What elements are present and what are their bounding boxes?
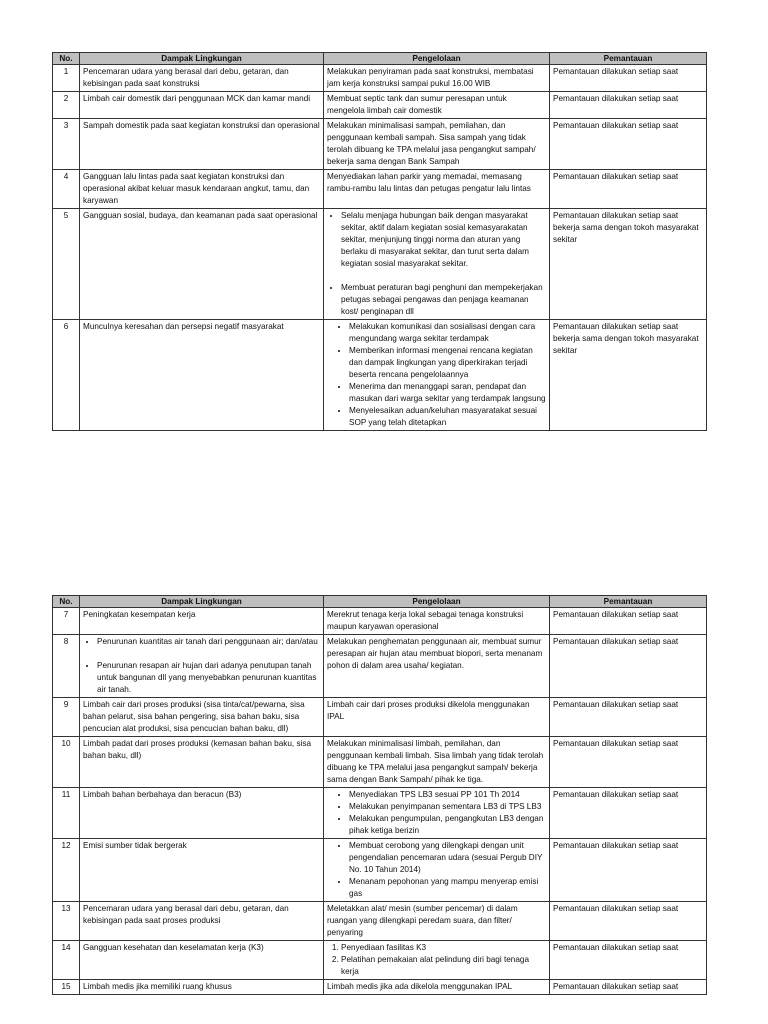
pengelolaan-cell: [324, 788, 550, 839]
pemantauan-cell: Pemantauan dilakukan setiap saat: [550, 737, 707, 788]
row-number: 12: [53, 839, 80, 902]
header-no: No.: [53, 53, 80, 65]
table-row: [53, 119, 707, 170]
pemantauan-cell: Pemantauan dilakukan setiap saat: [550, 608, 707, 635]
list-item: • Menerima dan menanggapi saran, pendapat dan masukan dari warga sekitar yang terdampak langsung: [349, 381, 546, 405]
list-item: • Selalu menjaga hubungan baik dengan masyarakat sekitar, aktif dalam kegiatan sosial kemasyarakatan sekitar, menjunjung tinggi norma dan aturan yang berlaku di masyarakat sekitar, dan turut serta dalam kegiatan sosial masyarakat sekitar.: [341, 210, 546, 270]
environmental-table-2: [52, 595, 707, 995]
dampak-cell: Gangguan kesehatan dan keselamatan kerja (K3): [80, 941, 324, 980]
dampak-cell: Peningkatan kesempatan kerja: [80, 608, 324, 635]
pengelolaan-list: [327, 321, 546, 429]
pengelolaan-cell: Melakukan penyiraman pada saat konstruksi, membatasi jam kerja konstruksi sampai pukul 16.00 WIB: [324, 65, 550, 92]
list-item: • Menanam pepohonan yang mampu menyerap emisi gas: [349, 876, 546, 900]
pengelolaan-cell: [324, 941, 550, 980]
dampak-cell: Limbah cair dari proses produksi (sisa tinta/cat/pewarna, sisa bahan pelarut, sisa bahan pengering, sisa bahan baku, sisa pencucian alat produksi, sisa pencucian bahan baku, dll): [80, 698, 324, 737]
row-number: 2: [53, 92, 80, 119]
row-number: 3: [53, 119, 80, 170]
table-row: [53, 92, 707, 119]
pengelolaan-list: [327, 210, 546, 270]
list-item: • Melakukan penyimpanan sementara LB3 di TPS LB3: [349, 801, 546, 813]
list-item: 2. Pelatihan pemakaian alat pelindung diri bagi tenaga kerja: [341, 954, 546, 978]
dampak-list: [83, 636, 320, 648]
table-row: [53, 320, 707, 431]
table-row: [53, 980, 707, 995]
dampak-cell: Limbah medis jika memiliki ruang khusus: [80, 980, 324, 995]
dampak-cell: Limbah cair domestik dari penggunaan MCK dan kamar mandi: [80, 92, 324, 119]
pengelolaan-list: [327, 789, 546, 837]
dampak-cell: Munculnya keresahan dan persepsi negatif masyarakat: [80, 320, 324, 431]
list-item: • Membuat peraturan bagi penghuni dan mempekerjakan petugas sebagai pengawas dan penjaga keamanan kost/ penginapan dll: [341, 282, 546, 318]
pengelolaan-cell: Melakukan minimalisasi limbah, pemilahan, dan penggunaan kembali limbah. Sisa limbah yang tidak terolah dibuang ke TPA melalui jasa pengangkut sampah/ bekerja sama dengan Bank Sampah/ pihak ke tiga.: [324, 737, 550, 788]
row-number: 6: [53, 320, 80, 431]
pengelolaan-list: [327, 840, 546, 900]
pengelolaan-cell: Meletakkan alat/ mesin (sumber pencemar) di dalam ruangan yang dilengkapi peredam suara, dan filter/ penyaring: [324, 902, 550, 941]
dampak-cell: Limbah padat dari proses produksi (kemasan bahan baku, sisa bahan baku, dll): [80, 737, 324, 788]
row-number: 1: [53, 65, 80, 92]
pemantauan-cell: Pemantauan dilakukan setiap saat: [550, 170, 707, 209]
pengelolaan-list: [327, 282, 546, 318]
table-header-row: [53, 53, 707, 65]
dampak-cell: Gangguan lalu lintas pada saat kegiatan konstruksi dan operasional akibat keluar masuk kendaraan angkut, tamu, dan karyawan: [80, 170, 324, 209]
header-pemantauan: Pemantauan: [550, 596, 707, 608]
list-item: • Penurunan resapan air hujan dari adanya penutupan tanah untuk bangunan dll yang menyebabkan penurunan kuantitas air tanah.: [97, 660, 320, 696]
table-row: [53, 698, 707, 737]
header-no: No.: [53, 596, 80, 608]
table-row: [53, 635, 707, 698]
row-number: 9: [53, 698, 80, 737]
header-pemantauan: Pemantauan: [550, 53, 707, 65]
dampak-cell: Sampah domestik pada saat kegiatan konstruksi dan operasional: [80, 119, 324, 170]
pengelolaan-cell: Limbah cair dari proses produksi dikelola menggunakan IPAL: [324, 698, 550, 737]
pengelolaan-cell: [324, 209, 550, 320]
pemantauan-cell: Pemantauan dilakukan setiap saat: [550, 839, 707, 902]
dampak-cell: Pencemaran udara yang berasal dari debu, getaran, dan kebisingan pada saat konstruksi: [80, 65, 324, 92]
environmental-table-1: [52, 52, 707, 431]
pengelolaan-cell: Melakukan penghematan penggunaan air, membuat sumur peresapan air hujan atau membuat biopori, serta menanam pohon di dalam area usaha/ kegiatan.: [324, 635, 550, 698]
row-number: 4: [53, 170, 80, 209]
pengelolaan-cell: Limbah medis jika ada dikelola menggunakan IPAL: [324, 980, 550, 995]
dampak-cell: Gangguan sosial, budaya, dan keamanan pada saat operasional: [80, 209, 324, 320]
dampak-cell: Pencemaran udara yang berasal dari debu, getaran, dan kebisingan pada saat proses produksi: [80, 902, 324, 941]
header-pengelolaan: Pengelolaan: [324, 53, 550, 65]
header-dampak: Dampak Lingkungan: [80, 53, 324, 65]
pemantauan-cell: Pemantauan dilakukan setiap saat: [550, 980, 707, 995]
row-number: 11: [53, 788, 80, 839]
table-header-row: [53, 596, 707, 608]
dampak-cell: Emisi sumber tidak bergerak: [80, 839, 324, 902]
pengelolaan-cell: [324, 839, 550, 902]
row-number: 10: [53, 737, 80, 788]
table-row: [53, 737, 707, 788]
table-row: [53, 902, 707, 941]
dampak-cell: [80, 635, 324, 698]
pemantauan-cell: Pemantauan dilakukan setiap saat: [550, 65, 707, 92]
table-row: [53, 209, 707, 320]
table-row: [53, 941, 707, 980]
list-item: • Menyelesaikan aduan/keluhan masyaratakat sesuai SOP yang telah ditetapkan: [349, 405, 546, 429]
dampak-cell: Limbah bahan berbahaya dan beracun (B3): [80, 788, 324, 839]
list-item: • Melakukan komunikasi dan sosialisasi dengan cara mengundang warga sekitar terdampak: [349, 321, 546, 345]
table-row: [53, 170, 707, 209]
list-item: • Memberikan informasi mengenai rencana kegiatan dan dampak lingkungan yang diperkirakan terjadi beserta rencana pengelolaannya: [349, 345, 546, 381]
pengelolaan-numbered-list: [327, 942, 546, 978]
pemantauan-cell: Pemantauan dilakukan setiap saat: [550, 119, 707, 170]
pemantauan-cell: Pemantauan dilakukan setiap saat: [550, 902, 707, 941]
pemantauan-cell: Pemantauan dilakukan setiap saat bekerja sama dengan tokoh masyarakat sekitar: [550, 209, 707, 320]
table-row: [53, 788, 707, 839]
row-number: 7: [53, 608, 80, 635]
row-number: 5: [53, 209, 80, 320]
table-row: [53, 65, 707, 92]
pemantauan-cell: Pemantauan dilakukan setiap saat: [550, 698, 707, 737]
list-item: • Melakukan pengumpulan, pengangkutan LB3 dengan pihak ketiga berizin: [349, 813, 546, 837]
row-number: 8: [53, 635, 80, 698]
list-item: 1. Penyediaan fasilitas K3: [341, 942, 546, 954]
row-number: 13: [53, 902, 80, 941]
table-row: [53, 608, 707, 635]
dampak-list: [83, 660, 320, 696]
header-pengelolaan: Pengelolaan: [324, 596, 550, 608]
header-dampak: Dampak Lingkungan: [80, 596, 324, 608]
pemantauan-cell: Pemantauan dilakukan setiap saat bekerja sama dengan tokoh masyarakat sekitar: [550, 320, 707, 431]
pemantauan-cell: Pemantauan dilakukan setiap saat: [550, 635, 707, 698]
pengelolaan-cell: Menyediakan lahan parkir yang memadai, memasang rambu-rambu lalu lintas dan petugas pengatur lalu lintas: [324, 170, 550, 209]
list-item: • Membuat cerobong yang dilengkapi dengan unit pengendalian pencemaran udara (sesuai Pergub DIY No. 10 Tahun 2014): [349, 840, 546, 876]
pengelolaan-cell: Membuat septic tank dan sumur peresapan untuk mengelola limbah cair domestik: [324, 92, 550, 119]
list-item: • Menyediakan TPS LB3 sesuai PP 101 Th 2014: [349, 789, 546, 801]
pengelolaan-cell: Melakukan minimalisasi sampah, pemilahan, dan penggunaan kembali sampah. Sisa sampah yang tidak terolah dibuang ke TPA melalui jasa pengangkut sampah/ bekerja sama dengan Bank Sampah: [324, 119, 550, 170]
pemantauan-cell: Pemantauan dilakukan setiap saat: [550, 788, 707, 839]
pengelolaan-cell: [324, 320, 550, 431]
row-number: 14: [53, 941, 80, 980]
pemantauan-cell: Pemantauan dilakukan setiap saat: [550, 941, 707, 980]
pengelolaan-cell: Merekrut tenaga kerja lokal sebagai tenaga konstruksi maupun karyawan operasional: [324, 608, 550, 635]
list-item: • Penurunan kuantitas air tanah dari penggunaan air; dan/atau: [97, 636, 320, 648]
table-row: [53, 839, 707, 902]
pemantauan-cell: Pemantauan dilakukan setiap saat: [550, 92, 707, 119]
row-number: 15: [53, 980, 80, 995]
